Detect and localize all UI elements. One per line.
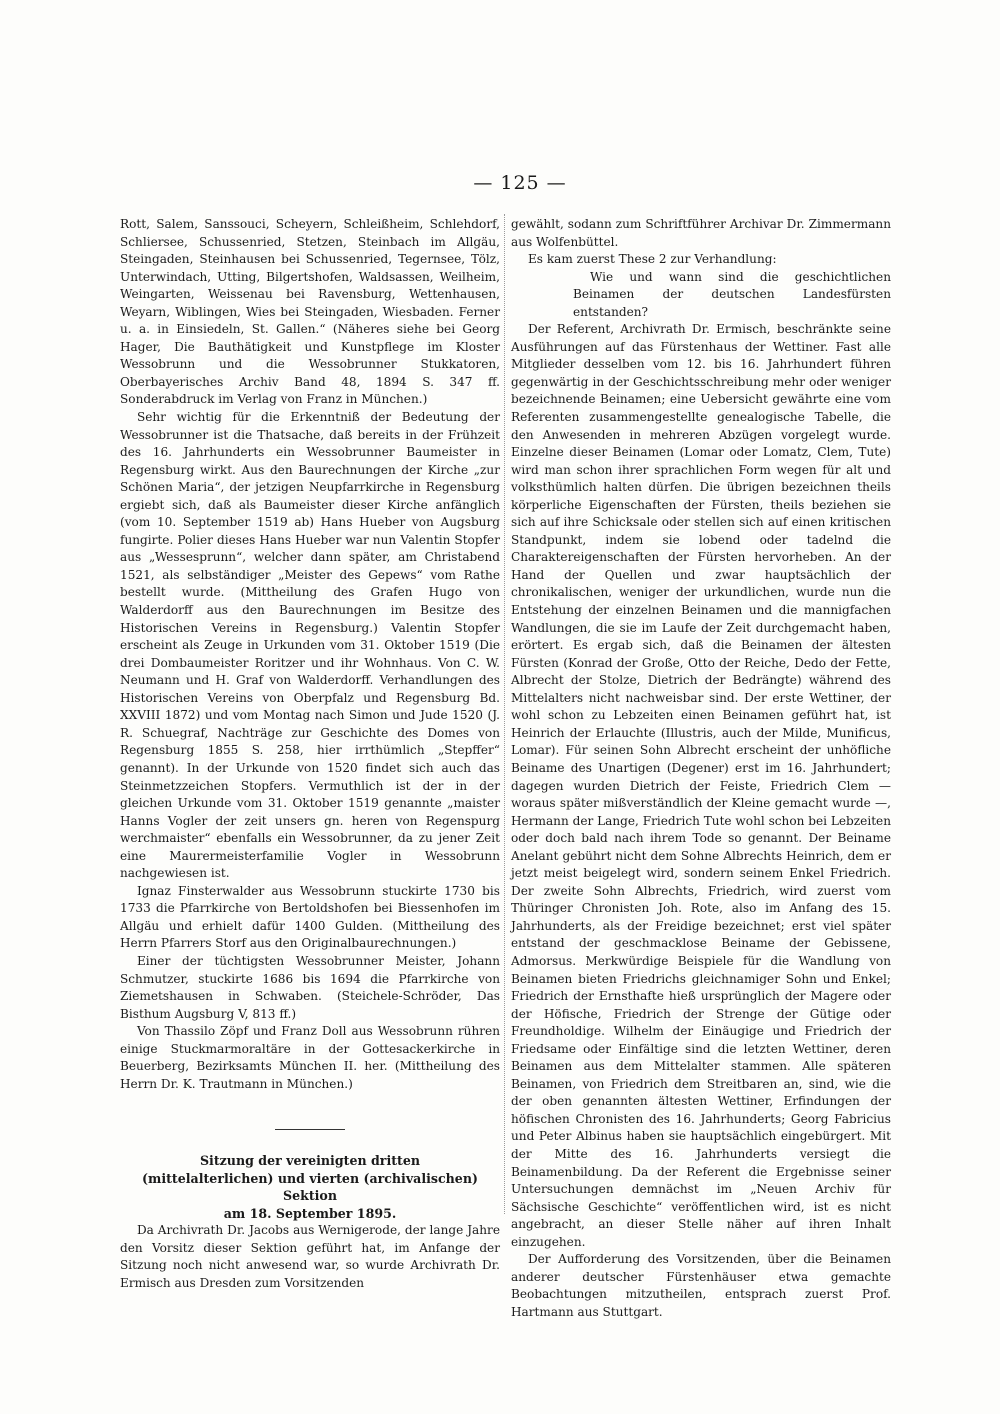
paragraph: Von Thassilo Zöpf und Franz Doll aus Wessobrunn rühren einige Stuckmarmoraltäre in der Gottesackerkirche in Beuerberg, Bezirksamts München II. her. (Mittheilung des Herrn Dr. K. Trautmann in München.)	[120, 1024, 500, 1091]
right-column	[511, 216, 891, 1321]
column-divider	[504, 214, 505, 1214]
paragraph: Einer der tüchtigsten Wessobrunner Meister, Johann Schmutzer, stuckirte 1686 bis 1694 die Pfarrkirche von Ziemetshausen in Schwaben. (Steichele-Schröder, Das Bisthum Augsburg V, 813 ff.)	[120, 953, 500, 1021]
paragraph: Sehr wichtig für die Erkenntniß der Bedeutung der Wessobrunner ist die Thatsache, daß bereits in der Frühzeit des 16. Jahrhunderts ein Wessobrunner Baumeister in Regensburg wirkt. Aus den Baurechnungen der Kirche „zur Schönen Maria“, der jetzigen Neupfarrkirche in Regensburg ergiebt sich, daß als Baumeister dieser Kirche anfänglich (vom 10. September 1519 ab) Hans Hueber von Augsburg fungirte. Polier dieses Hans Hueber war nun Valentin Stopfer aus „Wessesprunn“, welcher dann später, am Christabend 1521, als selbständiger „Meister des Gepews“ vom Rathe bestellt wurde. (Mittheilung des Grafen Hugo von Walderdorff aus den Baurechnungen im Besitze des Historischen Vereins in Regensburg.) Valentin Stopfer erscheint als Zeuge in Urkunden vom 31. Oktober 1519 (Die drei Dombaumeister Roritzer und ihr Wohnhaus. Von C. W. Neumann und H. Graf von Walderdorff. Verhandlungen des Historischen Vereins von Oberpfalz und Regensburg Bd. XXVIII 1872) und vom Montag nach Simon und Jude 1520 (J. R. Schuegraf, Nachträge zur Geschichte des Domes von Regensburg 1855 S. 258, hier irrthümlich „Stepffer“ genannt). In der Urkunde von 1520 findet sich auch das Steinmetzzeichen Stopfers. Vermuthlich ist der in der gleichen Urkunde vom 31. Oktober 1519 genannte „maister Hanns Vogler der zeit unsers gn. heren von Regenspurg werchmaister“ ebenfalls ein Wessobrunner, da zu jener Zeit eine Maurermeisterfamilie Vogler in Wessobrunn nachgewiesen ist.	[120, 410, 500, 881]
left-column	[120, 216, 500, 1293]
section-heading-line: am 18. September 1895.	[223, 1205, 397, 1221]
section-heading-line: (mittelalterlichen) und vierten (archivalischen) Sektion	[142, 1170, 478, 1204]
paragraph: Ignaz Finsterwalder aus Wessobrunn stuckirte 1730 bis 1733 die Pfarrkirche von Bertoldshofen bei Biessenhofen im Allgäu und erhielt dafür 1400 Gulden. (Mittheilung des Herrn Pfarrers Storf aus den Originalbaurechnungen.)	[120, 883, 500, 951]
page-number: — 125 —	[473, 172, 567, 194]
paragraph: Da Archivrath Dr. Jacobs aus Wernigerode, der lange Jahre den Vorsitz dieser Sektion geführt hat, im Anfange der Sitzung noch nicht anwesend war, so wurde Archivrath Dr. Ermisch aus Dresden zum Vorsitzenden	[120, 1223, 500, 1290]
thesis-quote: Wie und wann sind die geschichtlichen Beinamen der deutschen Landesfürsten entstanden?	[573, 269, 891, 319]
paragraph: Rott, Salem, Sanssouci, Scheyern, Schleißheim, Schlehdorf, Schliersee, Schussenried, Stetzen, Steinbach im Allgäu, Steingaden, Steinhausen bei Schussenried, Tegernsee, Tölz, Unterwindach, Utting, Bilgertshofen, Waldsassen, Weilheim, Weingarten, Weissenau bei Ravensburg, Wettenhausen, Weyarn, Wiblingen, Wies bei Steingaden, Wiesbaden. Ferner u. a. in Einsiedeln, St. Gallen.“ (Näheres siehe bei Georg Hager, Die Bauthätigkeit und Kunstpflege im Kloster Wessobrunn und die Wessobrunner Stukkatoren, Oberbayerisches Archiv Band 48, 1894 S. 347 ff. Sonderabdruck im Verlag von Franz in München.)	[120, 217, 500, 407]
section-heading	[120, 1152, 500, 1222]
paragraph: Der Aufforderung des Vorsitzenden, über die Beinamen anderer deutscher Fürstenhäuser etwa gemachte Beobachtungen mitzutheilen, entsprach zuerst Prof. Hartmann aus Stuttgart.	[511, 1252, 891, 1319]
paragraph: Der Referent, Archivrath Dr. Ermisch, beschränkte seine Ausführungen auf das Fürstenhaus der Wettiner. Fast alle Mitglieder desselben vom 12. bis 16. Jahrhundert führen gegenwärtig in der Geschichtsschreibung mehr oder weniger bezeichnende Beinamen; eine Uebersicht gewährte eine vom Referenten zusammengestellte genealogische Tabelle, die den Anwesenden in mehreren Abzügen vorgelegt wurde. Einzelne dieser Beinamen (Lomar oder Lomatz, Clem, Tute) wird man schon ihrer sprachlichen Form wegen für alt und volksthümlich halten dürfen. Die übrigen bezeichnen theils körperliche Eigenschaften der Fürsten, theils beziehen sie sich auf ihre Schicksale oder stellen sich auf einen kritischen Standpunkt, indem sie lobend oder tadelnd die Charaktereigenschaften der Fürsten hervorheben. An der Hand der Quellen und zwar hauptsächlich der chronikalischen, weniger der urkundlichen, wurde nun die Entstehung der einzelnen Beinamen und die mannigfachen Wandlungen, die sie im Laufe der Zeit durchgemacht haben, erörtert. Es ergab sich, daß die Beinamen der ältesten Fürsten (Konrad der Große, Otto der Reiche, Dedo der Fette, Albrecht der Stolze, Dietrich der Bedrängte) während des Mittelalters nicht nachweisbar sind. Der erste Wettiner, der wohl schon zu Lebzeiten einen Beinamen geführt hat, ist Heinrich der Erlauchte (Illustris, auch der Milde, Munificus, Lomar). Für seinen Sohn Albrecht erscheint der unhöfliche Beiname des Unartigen (Degener) erst im 16. Jahrhundert; dagegen wurden Dietrich der Feiste, Friedrich Clem — woraus später mißverständlich der Kleine gemacht wurde —, Hermann der Lange, Friedrich Tute wohl schon bei Lebzeiten oder doch bald nach ihrem Tode so genannt. Der Beiname Anelant gebührt nicht dem Sohne Albrechts Heinrich, dem er jetzt meist beigelegt wird, sondern seinem Enkel Friedrich. Der zweite Sohn Albrechts, Friedrich, wird zuerst vom Thüringer Chronisten Joh. Rote, also im Anfang des 15. Jahrhunderts, als der Freidige bezeichnet; erst viel später entstand der geschmacklose Beiname der Gebissene, Admorsus. Merkwürdige Beispiele für die Wandlung von Beinamen bieten Friedrichs gleichnamiger Sohn und Enkel; Friedrich der Ernsthafte hieß ursprünglich der Magere oder der Höfische, Friedrich der Strenge der Gütige oder Freundholdige. Wilhelm der Einäugige und Friedrich der Friedsame oder Einfältige sind die letzten Wettiner, deren Beinamen aus dem Mittelalter stammen. Alle späteren Beinamen, von Friedrich dem Streitbaren an, sind, wie die der oben genannten ältesten Wettiner, Erfindungen der höfischen Chronisten des 16. Jahrhunderts; Georg Fabricius und Peter Albinus haben sie hauptsächlich eingebürgert. Mit der Mitte des 16. Jahrhunderts versiegt die Beinamenbildung. Da der Referent die Ergebnisse seiner Untersuchungen demnächst im „Neuen Archiv für Sächsische Geschichte“ veröffentlichen wird, ist es nicht angebracht, an dieser Stelle näher auf ihren Inhalt einzugehen.	[511, 322, 891, 1249]
paragraph: Es kam zuerst These 2 zur Verhandlung:	[527, 252, 777, 267]
section-heading-line: Sitzung der vereinigten dritten	[199, 1153, 421, 1169]
paragraph: gewählt, sodann zum Schriftführer Archivar Dr. Zimmermann aus Wolfenbüttel.	[511, 217, 891, 249]
section-rule	[275, 1129, 345, 1130]
